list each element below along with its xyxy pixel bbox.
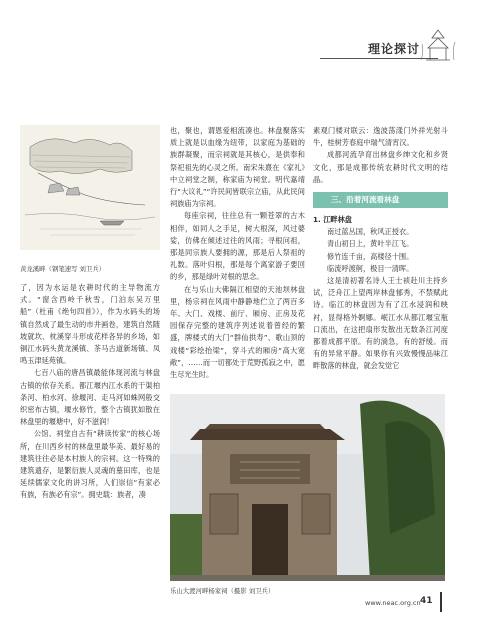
paragraph: 了，因为水运是农耕时代的主导物流方式。“窗含西岭千秋雪，门泊东吴万里船”（杜甫《绝句四首》），作为水码头的场镇自然成了最生动的市井画卷，建筑自然随坡就坎、枕溪穿斗形成花样各异的乡场，如铜江水码头黄龙溪镇、茶马古道新场镇、凤鸣玉津延苑镇。 [20,283,160,366]
poem-title: 1. 江畔林盘 [313,215,352,225]
poem-line: 临流呼渡舸，极目一清晖。 [327,263,414,273]
text-column-left [20,282,160,502]
paragraph: 在与乐山大佛隔江相望的天池坝林盘里，杨宗祠在风雨中静静地伫立了两百多年。大门、戏楼、前厅、厢房、正房及花园保存完整的建筑序列述说着曾经的繁盛，牌楼式的大门“群仙拱寿”、歌山顶的戏楼“彩绘抬梁”，穿斗式的厢房“高大宽敞”，……而一切都处于荒野孤寂之中，愿生尽光生时。 [170,284,305,380]
paragraph: 每座宗祠，往往总有一颗苍翠的古木相伴，如同人之手足，树大根深，风过婆娑，仿佛在倾述过往的风雨；寻根问祖，那是同宗族人要拥的源，那是后人祭祖的礼数。落叶归根，那是每个离家游子要回的乡，那是绿叶对根的思念。 [170,211,305,282]
footer-url: www.neac.org.cn [365,599,421,607]
text-column-middle [170,125,305,381]
text-column-right [313,125,448,373]
poem-line: 青山初日上，黄叶半江飞。 [327,239,414,249]
riverside-pen-sketch-image [20,125,160,250]
paragraph: 这是清初著名诗人王士祯赴川主持乡试，泛舟江上望两岸林盘郁秀，不禁赋此诗。临江的林盘因为有了江水浸润和映衬，显得格外婀娜。岷江水从都江堰宝瓶口流出，在这把扇形发散出无数条江河度都着成都平原。有的淌急，有的舒缓。而有的异常平静。如果你有兴致慢慢品味江畔散落的林盘，就会发觉它 [313,276,448,371]
paragraph: 成都河流孕育出林盘乡绅文化和乡贤文化，那是成都传统农耕时代文明的结晶。 [313,150,448,184]
poem-line: 南过蓝丛国，秋风正授衣。 [327,227,414,237]
paragraph: 也，聚也，谓恩爱相流凑也。林盘聚落实质上就是以血缘为纽带，以家庭为基础的族群凝聚，而宗祠就是其核心，是供奉和祭祀祖先的心灵之所。南宋朱熹在《家礼》中立祠堂之制，称家庙为祠堂。明代嘉靖行“大议礼”“许民间皆联宗立庙，从此民间祠族庙为宗祠。 [170,126,305,209]
figure-caption: 黄龙溪畔（钢笔速写 刘卫兵） [20,265,106,273]
paragraph: 七百八庙的唐昌镇最能体现河流与林盘古镇的依存关系。都江堰内江水系的干渠柏条河、柏水河、徐堰河、走马河如蛛网般交织密布古镇，堰水修竹，整个古镇犹如散在林盘里的堰塘中，好不滋润！ [20,368,160,427]
section-subheading: 三、沿着河流看林盘 [313,192,448,208]
figure-caption: 乐山大渡河畔杨家祠（摄影 刘卫兵） [170,587,275,595]
footer-bar [440,592,442,612]
poem-line: 修竹连千亩，高楼径十围。 [327,251,414,261]
pagoda-sketch-icon [418,24,458,64]
paragraph: 素观门楼对联云：逸波荡漾门外祥光射斗牛，桂树芳春庭中瑞气清宵汉。 [313,126,448,148]
ancestral-hall-photo [170,394,445,581]
page-number: 41 [420,596,433,606]
section-title: 理论探讨 [368,42,421,56]
paragraph: 公馆、祠堂自古有“耕读传家”的核心场所，在川西乡村的林盘里最华美、最好易的建筑往往必是本村族人的宗祠。这一特殊的建筑遗存，是繁衍族人灵魂的墓田库，也是延续儒家文化的讲习所，人们崇信“有家必有族，有族必有宗”。拥史载：族者，凑 [20,429,160,500]
